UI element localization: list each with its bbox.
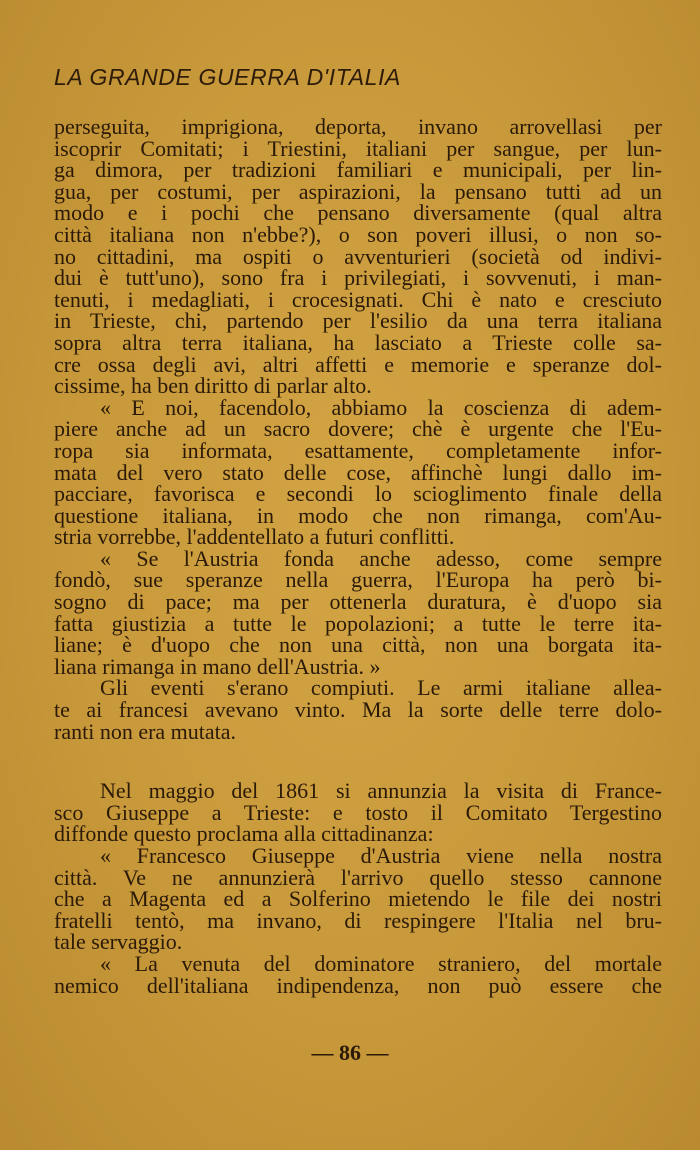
text-line: in Trieste, chi, partendo per l'esilio da una terra italiana [54,308,662,334]
text-line: « E noi, facendolo, abbiamo la coscienza di adem- [100,394,662,420]
text-line: « Se l'Austria fonda anche adesso, come sempre [100,545,662,571]
paragraph [54,545,662,679]
text-line: ga dimora, per tradizioni familiari e municipali, per lin- [54,157,662,183]
text-line: iscoprir Comitati; i Triestini, italiani per sangue, per lun- [54,135,662,161]
page-number: — 86 — [311,1040,389,1065]
text-line: mata del vero stato delle cose, affinchè lungi dallo im- [54,459,662,485]
paragraph [54,394,662,550]
text-line: stria vorrebbe, l'addentellato a futuri conflitti. [54,524,455,550]
text-line: tenuti, i medagliati, i crocesignati. Chi è nato e cresciuto [54,286,662,312]
text-line: te ai francesi avevano vinto. Ma la sorte delle terre dolo- [54,697,662,723]
text-line: gua, per costumi, per aspirazioni, la pensano tutti ad un [54,178,662,204]
text-line: sogno di pace; ma per ottenerla duratura, è d'uopo sia [54,589,662,615]
text-line: fatta giustizia a tutte le popolazioni; a tutte le terre ita- [54,610,662,636]
paragraph [54,116,662,397]
text-line: città. Ve ne annunzierà l'arrivo quello stesso cannone [54,864,662,890]
text-line: città italiana non n'ebbe?), o son poveri illusi, o non so- [54,221,662,247]
text-line: piere anche ad un sacro dovere; chè è urgente che l'Eu- [54,416,662,442]
text-line: nemico dell'italiana indipendenza, non può essere che [54,972,662,998]
text-line: diffonde questo proclama alla cittadinanza: [54,821,434,847]
text-line: ropa sia informata, esattamente, completamente infor- [54,437,662,463]
text-line: cre ossa degli avi, altri affetti e memorie e speranze dol- [54,351,662,377]
text-line: « La venuta del dominatore straniero, del mortale [100,950,662,976]
paragraph [54,845,662,953]
body-text [54,116,662,996]
text-line: sopra altra terra italiana, ha lasciato a Trieste colle sa- [54,329,662,355]
paragraph [54,677,662,742]
text-line: modo e i pochi che pensano diversamente (qual altra [54,200,662,226]
text-line: liana rimanga in mano dell'Austria. » [54,653,381,679]
text-line: Nel maggio del 1861 si annunzia la visita di France- [100,778,662,804]
text-line: fratelli tentò, ma invano, di respingere l'Italia nel bru- [54,907,662,933]
text-line: tale servaggio. [54,929,183,955]
text-line: perseguita, imprigiona, deporta, invano arrovellasi per [54,114,662,139]
text-line: che a Magenta ed a Solferino mietendo le file dei nostri [54,886,662,912]
text-line: ranti non era mutata. [54,718,237,744]
text-line: questione italiana, in modo che non rimanga, com'Au- [54,502,662,528]
running-head: LA GRANDE GUERRA D'ITALIA [54,64,401,90]
text-line: pacciare, favorisca e secondi lo scioglimento finale della [54,481,662,507]
paragraph [54,780,662,845]
section-break [54,742,662,780]
text-line: sco Giuseppe a Trieste: e tosto il Comitato Tergestino [54,799,662,825]
text-line: fondò, sue speranze nella guerra, l'Europa ha però bi- [54,567,662,593]
text-line: liane; è d'uopo che non una città, non una borgata ita- [54,632,662,658]
text-line: « Francesco Giuseppe d'Austria viene nella nostra [100,843,662,868]
text-line: no cittadini, ma ospiti o avventurieri (società od indivi- [54,243,662,269]
paragraph [54,950,662,998]
text-line: Gli eventi s'erano compiuti. Le armi italiane allea- [100,675,662,701]
text-line: cissime, ha ben diritto di parlar alto. [54,373,372,399]
text-line: dui è tutt'uno), sono fra i privilegiati, i sovvenuti, i man- [54,265,662,291]
